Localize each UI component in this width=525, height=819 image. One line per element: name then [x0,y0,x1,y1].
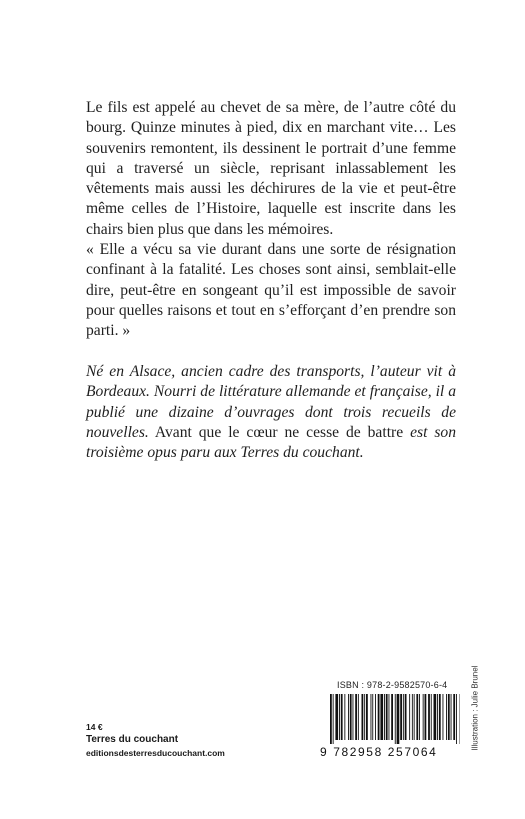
barcode-bar [412,694,413,740]
barcode-bar [372,694,373,740]
book-title: Avant que le cœur ne cesse de battre [148,423,411,441]
barcode-bar [409,694,410,740]
barcode-bar [350,694,352,740]
barcode-number: 9 782958 257064 [320,745,438,759]
barcode-bar [378,694,380,740]
barcode-bar [451,694,452,740]
barcode-bar [400,694,402,740]
barcode-bar [428,694,430,740]
barcode-bar [403,694,404,740]
barcode-bar [333,694,334,744]
barcode-bar [348,694,349,740]
barcode-bar [414,694,415,740]
author-bio-italic-2: est son troisième opus paru aux Terres du couchant. [86,423,456,462]
barcode-bar [397,694,400,744]
barcode-bar [446,694,447,740]
barcode-bar [431,694,432,740]
barcode-bar [391,694,393,740]
barcode-bar [330,694,332,744]
price: 14 € [86,722,103,732]
barcode-bar [416,694,418,740]
barcode-bar [358,694,359,740]
barcode-bar [371,694,372,740]
barcode-bar [456,694,457,744]
barcode-bar [389,694,390,740]
publisher-website: editionsdesterresducouchant.com [86,748,225,758]
summary-paragraph: Le fils est appelé au chevet de sa mère, de l’autre côté du bourg. Quinze minutes à pied, dix en marchant vite… Les souvenirs remontent, ils dessinent le portrait d’une femme qui a traversé un siècle, reprisant inlassablement les vêtements mais aussi les déchirures de la vie et peut-être même celles de l’Histoire, laquelle est inscrite dans les chairs bien plus que dans les mémoires. [86,99,456,238]
barcode-bar [437,694,438,740]
barcode-bar [384,694,385,740]
barcode-bar [344,694,345,740]
quote-paragraph: « Elle a vécu sa vie durant dans une sorte de résignation confinant à la fatalité. Les choses sont ainsi, semblait-elle dire, peut-être en songeant qu’il est impossible de savoir pour quelles raisons et tout en s’efforçant d’en prendre son parti. » [86,241,456,340]
barcode-bar [425,694,427,740]
isbn-label: ISBN : 978-2-9582570-6-4 [337,680,448,690]
barcode-bar [453,694,455,740]
barcode-bar [375,694,376,740]
publisher-name: Terres du couchant [86,734,179,745]
barcode-bar [423,694,424,740]
barcode-bar [366,694,368,740]
barcode-bar [339,694,340,740]
illustration-credit-text: Illustration : Julie Brunel [470,665,480,750]
barcode-bar [405,694,407,740]
barcode-bar [448,694,450,740]
barcode-bar [364,694,365,740]
barcode-bar [335,694,338,740]
barcode-bar [362,694,364,740]
barcode-bar [439,694,441,740]
author-bio [86,362,456,463]
illustration-credit [468,660,482,755]
barcode-bar [434,694,437,740]
barcode-bar [395,694,396,744]
barcode [330,694,460,744]
barcode-bar [353,694,354,740]
barcode-bar [419,694,420,740]
barcode-bar [380,694,383,740]
barcode-bar [443,694,444,740]
barcode-bar [386,694,388,740]
author-bio-italic-1: Né en Alsace, ancien cadre des transports, l’auteur vit à Bordeaux. Nourri de littérature allemande et française, il a publié une dizaine d’ouvrages dont trois recueils de nouvelles. [86,363,456,441]
barcode-bar [341,694,343,740]
barcode-bar [355,694,357,740]
